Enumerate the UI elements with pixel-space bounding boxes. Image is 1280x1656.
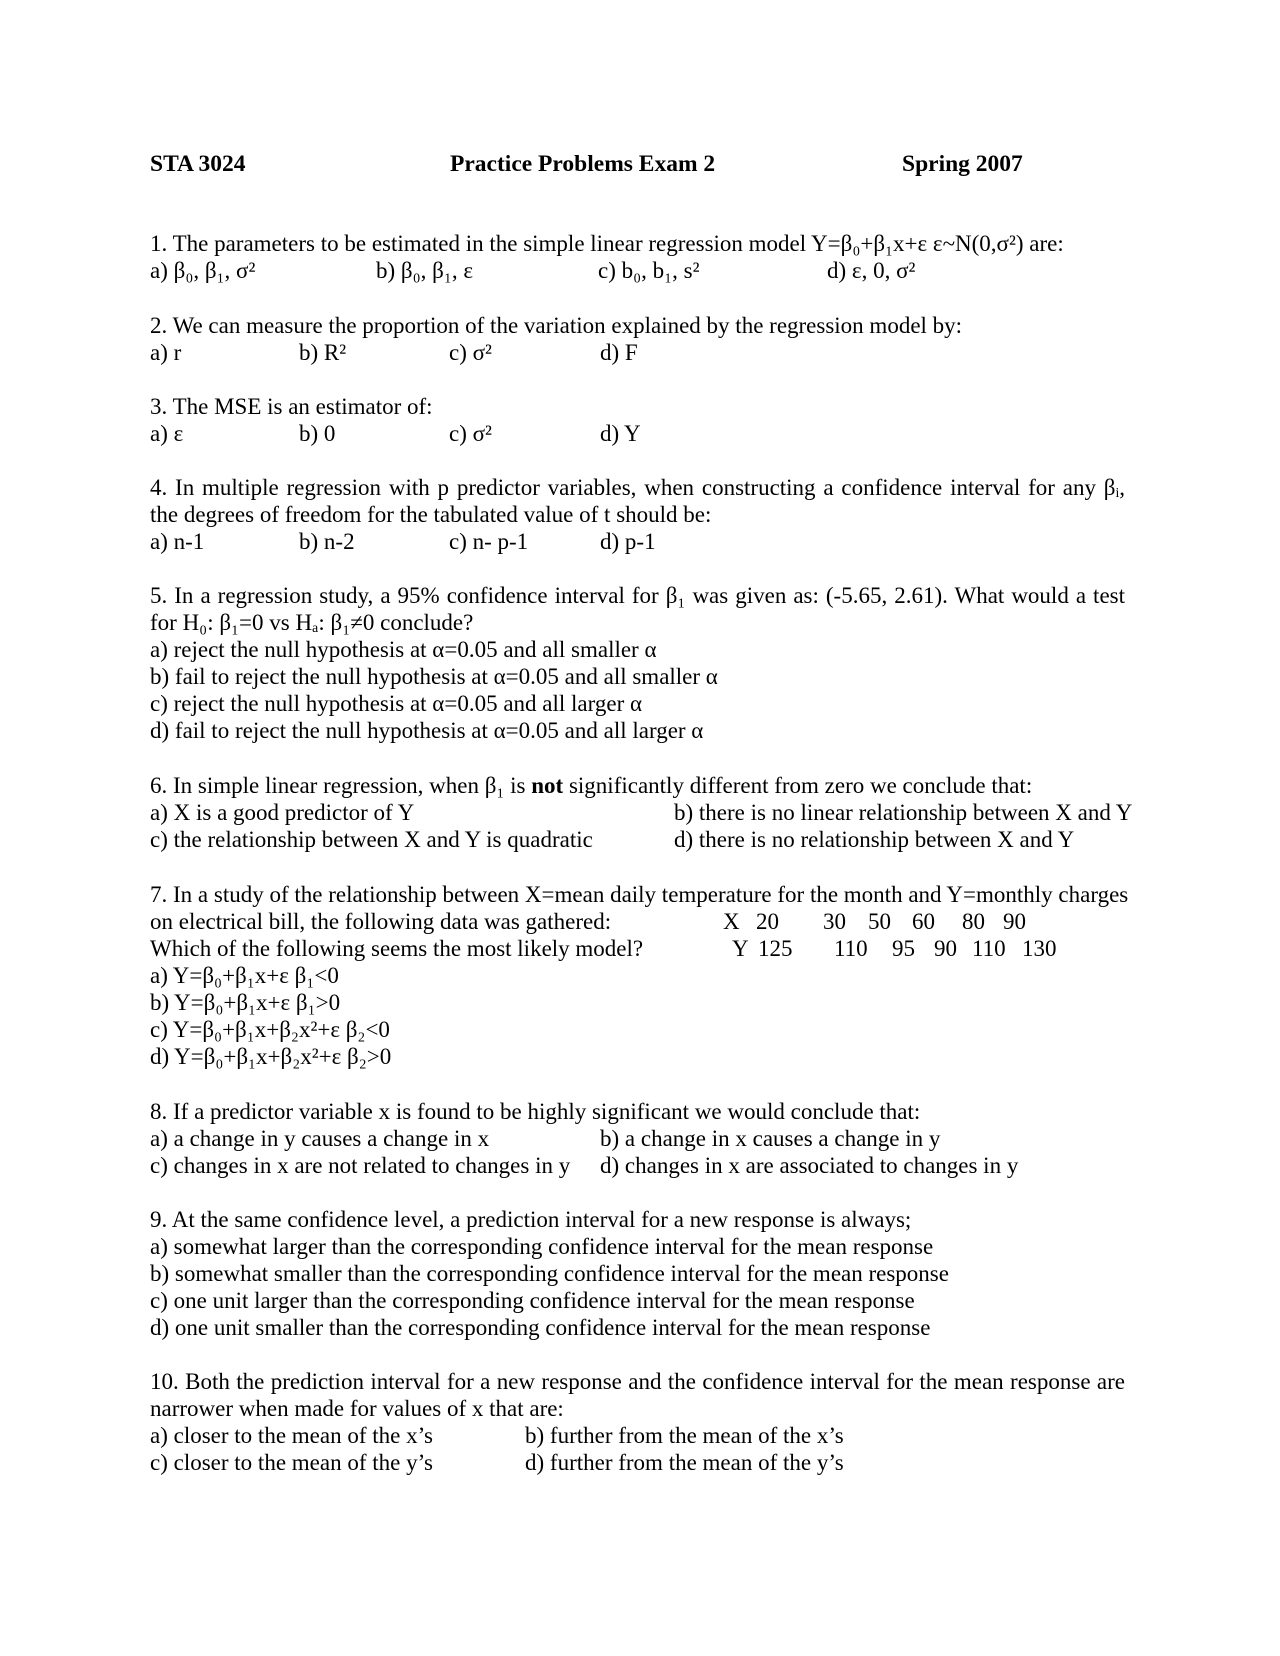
question-stem: 10. Both the prediction interval for a new response and the confidence interval for the mean response are narrower when made for values of x that are:	[150, 1369, 1125, 1421]
data-x-value: 50	[868, 909, 891, 934]
question-9	[150, 1206, 1125, 1341]
question-stem: 8. If a predictor variable x is found to be highly significant we would conclude that:	[150, 1099, 921, 1124]
option-d: d) ε, 0, σ²	[827, 258, 916, 283]
data-y-value: 130	[1022, 936, 1057, 961]
option-a: a) Y=β₀+β₁x+ε β₁<0	[150, 963, 339, 988]
option-c: c) changes in x are not related to changes in y	[150, 1153, 571, 1178]
option-a: a) a change in y causes a change in x	[150, 1126, 490, 1151]
page-title: Practice Problems Exam 2	[450, 151, 716, 177]
option-a: a) ε	[150, 421, 184, 446]
question-7	[150, 881, 1129, 1070]
question-stem: 5. In a regression study, a 95% confidence interval for β₁ was given as: (-5.65, 2.61). What would a test for H₀: β₁=0 vs Hₐ: β₁≠0 conclude?	[150, 583, 1125, 635]
option-b: b) fail to reject the null hypothesis at α=0.05 and all smaller α	[150, 664, 718, 689]
data-y-value: 110	[834, 936, 868, 961]
data-x-label: X	[723, 909, 740, 934]
question-8	[150, 1098, 1125, 1179]
option-a: a) β₀, β₁, σ²	[150, 258, 256, 283]
data-y-value: 110	[972, 936, 1006, 961]
question-stem: 2. We can measure the proportion of the variation explained by the regression model by:	[150, 313, 963, 338]
question-stem: 9. At the same confidence level, a prediction interval for a new response is always;	[150, 1207, 912, 1232]
option-c: c) Y=β₀+β₁x+β₂x²+ε β₂<0	[150, 1017, 390, 1042]
data-y-value: 125	[758, 936, 793, 961]
question-stem: 3. The MSE is an estimator of:	[150, 394, 433, 419]
option-d: d) F	[600, 340, 638, 365]
question-3	[150, 393, 1125, 447]
data-x-value: 20	[756, 909, 779, 934]
option-b: b) there is no linear relationship between X and Y	[674, 800, 1133, 825]
option-b: b) 0	[299, 421, 336, 446]
option-b: b) Y=β₀+β₁x+ε β₁>0	[150, 990, 341, 1015]
question-stem: 4. In multiple regression with p predictor variables, when constructing a confidence interval for any βᵢ, the degrees of freedom for the tabulated value of t should be:	[150, 475, 1125, 527]
data-x-value: 60	[912, 909, 935, 934]
option-a: a) somewhat larger than the corresponding confidence interval for the mean response	[150, 1234, 934, 1259]
data-x-value: 30	[823, 909, 846, 934]
option-d: d) fail to reject the null hypothesis at α=0.05 and all larger α	[150, 718, 704, 743]
option-d: d) Y=β₀+β₁x+β₂x²+ε β₂>0	[150, 1044, 392, 1069]
option-c: c) n- p-1	[449, 529, 529, 554]
option-d: d) p-1	[600, 529, 656, 554]
option-d: d) changes in x are associated to changes in y	[600, 1153, 1019, 1178]
question-stem: 1. The parameters to be estimated in the simple linear regression model Y=β₀+β₁x+ε ε~N(0,σ²) are:	[150, 231, 1064, 256]
option-c: c) b₀, b₁, s²	[598, 258, 700, 283]
question-stem: 6. In simple linear regression, when β₁ is not significantly different from zero we conclude that:	[150, 773, 1033, 798]
option-a: a) n-1	[150, 529, 205, 554]
question-1	[150, 230, 1125, 284]
option-b: b) further from the mean of the x’s	[525, 1423, 844, 1448]
emphasis-not: not	[531, 773, 564, 798]
option-a: a) X is a good predictor of Y	[150, 800, 415, 825]
option-b: b) β₀, β₁, ε	[376, 258, 474, 283]
option-d: d) there is no relationship between X and Y	[674, 827, 1075, 852]
question-stem-line-2: on electrical bill, the following data was gathered:	[150, 909, 612, 934]
question-stem-line-1: 7. In a study of the relationship between X=mean daily temperature for the month and Y=monthly charges	[150, 882, 1129, 907]
question-6	[150, 772, 1133, 853]
option-a: a) closer to the mean of the x’s	[150, 1423, 433, 1448]
data-x-value: 90	[1003, 909, 1026, 934]
option-b: b) n-2	[299, 529, 355, 554]
option-c: c) σ²	[449, 340, 492, 365]
option-c: c) one unit larger than the corresponding confidence interval for the mean response	[150, 1288, 915, 1313]
option-c: c) reject the null hypothesis at α=0.05 and all larger α	[150, 691, 643, 716]
data-y-value: 90	[934, 936, 957, 961]
question-2	[150, 312, 1125, 366]
option-d: d) Y	[600, 421, 641, 446]
option-c: c) σ²	[449, 421, 492, 446]
data-y-label: Y	[732, 936, 749, 961]
option-c: c) closer to the mean of the y’s	[150, 1450, 433, 1475]
option-a: a) reject the null hypothesis at α=0.05 and all smaller α	[150, 637, 657, 662]
data-y-value: 95	[892, 936, 915, 961]
data-x-value: 80	[962, 909, 985, 934]
option-b: b) a change in x causes a change in y	[600, 1126, 941, 1151]
question-stem-line-3: Which of the following seems the most likely model?	[150, 936, 644, 961]
option-b: b) somewhat smaller than the corresponding confidence interval for the mean response	[150, 1261, 949, 1286]
course-code: STA 3024	[150, 151, 246, 177]
term: Spring 2007	[902, 151, 1023, 177]
question-10	[150, 1368, 1125, 1476]
option-d: d) further from the mean of the y’s	[525, 1450, 844, 1475]
question-4	[150, 474, 1125, 555]
option-b: b) R²	[299, 340, 347, 365]
option-d: d) one unit smaller than the corresponding confidence interval for the mean response	[150, 1315, 931, 1340]
option-c: c) the relationship between X and Y is quadratic	[150, 827, 593, 852]
option-a: a) r	[150, 340, 182, 365]
question-5	[150, 582, 1125, 744]
